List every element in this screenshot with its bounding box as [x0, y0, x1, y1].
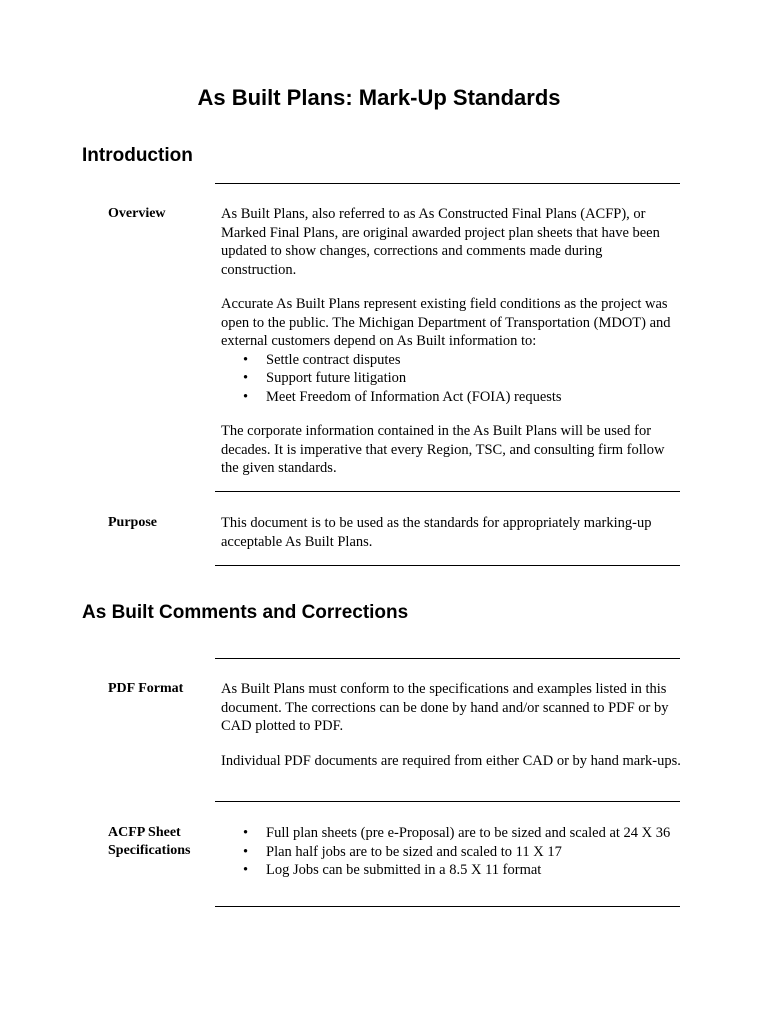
list-item: [221, 388, 681, 407]
bullet-list: [221, 351, 681, 407]
paragraph: As Built Plans, also referred to as As Constructed Final Plans (ACFP), or Marked Final Plans, are original awarded project plan sheets that have been updated to show changes, corrections and comments made during construction.: [221, 206, 660, 278]
section-divider: [215, 183, 680, 184]
list-item: [221, 824, 681, 843]
label-overview: Overview: [108, 206, 166, 221]
label-line: Specifications: [108, 843, 191, 858]
pdf-format-text: [221, 680, 681, 770]
label-acfp-sheet-specifications: [108, 824, 213, 860]
list-item-text: Plan half jobs are to be sized and scaled to 11 X 17: [266, 843, 562, 860]
acfp-specifications-text: [221, 824, 681, 880]
label-pdf-format: PDF Format: [108, 681, 184, 696]
bullet-list: [221, 824, 681, 880]
list-item: [221, 351, 681, 370]
page-title: As Built Plans: Mark-Up Standards: [197, 85, 561, 110]
list-item-text: Support future litigation: [266, 370, 407, 386]
list-item-text: Full plan sheets (pre e-Proposal) are to be sized and scaled at 24 X 36: [266, 825, 671, 841]
label-purpose: Purpose: [108, 515, 157, 530]
paragraph: The corporate information contained in the As Built Plans will be used for decades. It is imperative that every Region, TSC, and consulting firm follow the given standards.: [221, 423, 665, 476]
list-item-text: Settle contract disputes: [266, 351, 401, 368]
purpose-text: [221, 514, 681, 551]
list-item-text: Log Jobs can be submitted in a 8.5 X 11 format: [266, 862, 542, 878]
section-heading-comments-corrections: As Built Comments and Corrections: [82, 602, 409, 623]
section-divider: [215, 801, 680, 802]
section-divider: [215, 658, 680, 659]
bullet-icon: •: [243, 388, 249, 405]
section-divider: [215, 906, 680, 907]
bullet-icon: •: [243, 825, 249, 841]
list-item: [221, 861, 681, 880]
list-item: [221, 369, 681, 388]
section-divider: [215, 565, 680, 566]
section-heading-introduction: Introduction: [82, 145, 193, 166]
paragraph: This document is to be used as the standards for appropriately marking-up acceptable As Built Plans.: [221, 515, 652, 550]
bullet-icon: •: [243, 370, 249, 386]
bullet-icon: •: [243, 843, 249, 860]
paragraph: As Built Plans must conform to the specifications and examples listed in this document. The corrections can be done by hand and/or scanned to PDF or by CAD plotted to PDF.: [221, 681, 669, 734]
bullet-icon: •: [243, 862, 249, 878]
bullet-icon: •: [243, 351, 249, 368]
paragraph: Individual PDF documents are required from either CAD or by hand mark-ups.: [221, 752, 681, 769]
list-item-text: Meet Freedom of Information Act (FOIA) requests: [266, 388, 562, 405]
label-line: ACFP Sheet: [108, 825, 181, 840]
list-item: [221, 843, 681, 862]
overview-text: [221, 205, 681, 478]
section-divider: [215, 491, 680, 492]
paragraph: Accurate As Built Plans represent existing field conditions as the project was open to the public. The Michigan Department of Transportation (MDOT) and external customers depend on As Built information to:: [221, 296, 671, 349]
